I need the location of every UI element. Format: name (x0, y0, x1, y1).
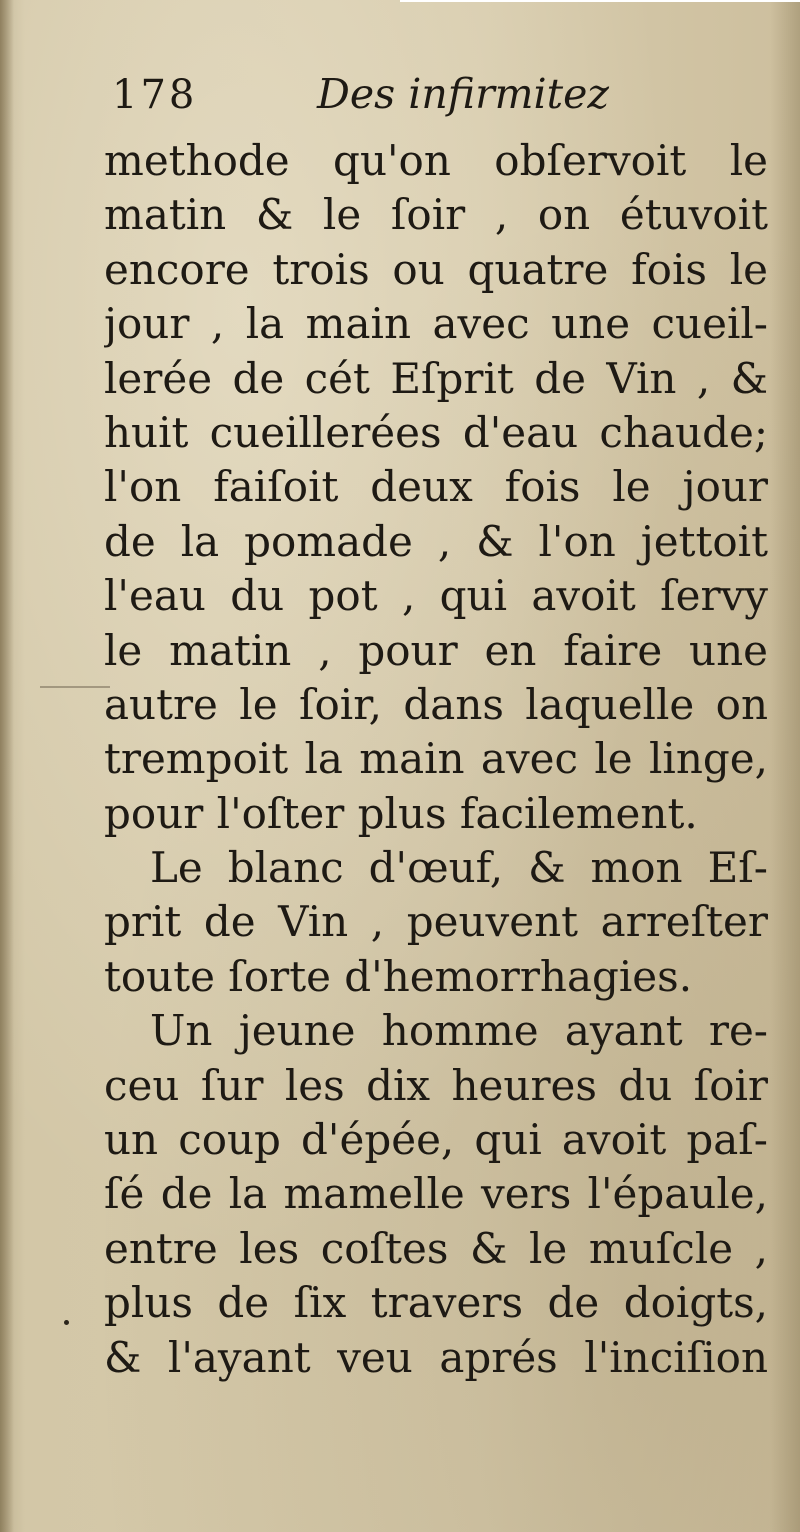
text-line: trempoit la main avec le linge, (104, 734, 768, 784)
text-line: de la pomade , & l'on jettoit (104, 516, 768, 566)
text-line: encore trois ou quatre fois le (104, 244, 768, 294)
text-line: huit cueillerées d'eau chaude; (104, 407, 768, 457)
text-line: entre les coſtes & le muſcle , (104, 1223, 768, 1273)
page-left-shadow (0, 0, 14, 1532)
text-line: plus de ſix travers de doigts, (104, 1278, 768, 1328)
scan-edge (400, 0, 800, 2)
text-line: ſé de la mamelle vers l'épaule, (104, 1169, 768, 1219)
text-line: lerée de cét Eſprit de Vin , & (104, 353, 768, 403)
page-right-shadow (770, 0, 800, 1532)
ink-mark (40, 686, 110, 688)
text-body (104, 134, 768, 1385)
text-line: un coup d'épée, qui avoit paſ- (104, 1115, 768, 1165)
page-number: 178 (112, 72, 198, 118)
text-line: l'on faiſoit deux fois le jour (104, 462, 768, 512)
text-line: ceu ſur les dix heures du ſoir (104, 1060, 768, 1110)
text-line: methode qu'on obſervoit le (104, 136, 768, 185)
text-line: le matin , pour en faire une (104, 625, 768, 675)
paragraph-end-line: toute ſorte d'hemorrhagies. (104, 951, 693, 1001)
text-line: & l'ayant veu aprés l'inciſion (104, 1332, 768, 1382)
text-line: autre le ſoir, dans laquelle on (104, 679, 768, 729)
ink-speck (64, 1320, 69, 1325)
paragraph-end-line: pour l'oſter plus facilement. (104, 788, 698, 838)
paragraph-start-line: Un jeune homme ayant re- (150, 1006, 768, 1056)
text-line: prit de Vin , peuvent arreſter (104, 897, 768, 947)
page-header (112, 70, 772, 130)
paragraph-start-line: Le blanc d'œuf, & mon Eſ- (150, 843, 768, 893)
text-line: l'eau du pot , qui avoit ſervy (104, 571, 768, 621)
text-line: matin & le ſoir , on étuvoit (104, 190, 768, 240)
running-head: Des infirmitez (317, 70, 610, 118)
text-line: jour , la main avec une cueil- (104, 299, 768, 349)
